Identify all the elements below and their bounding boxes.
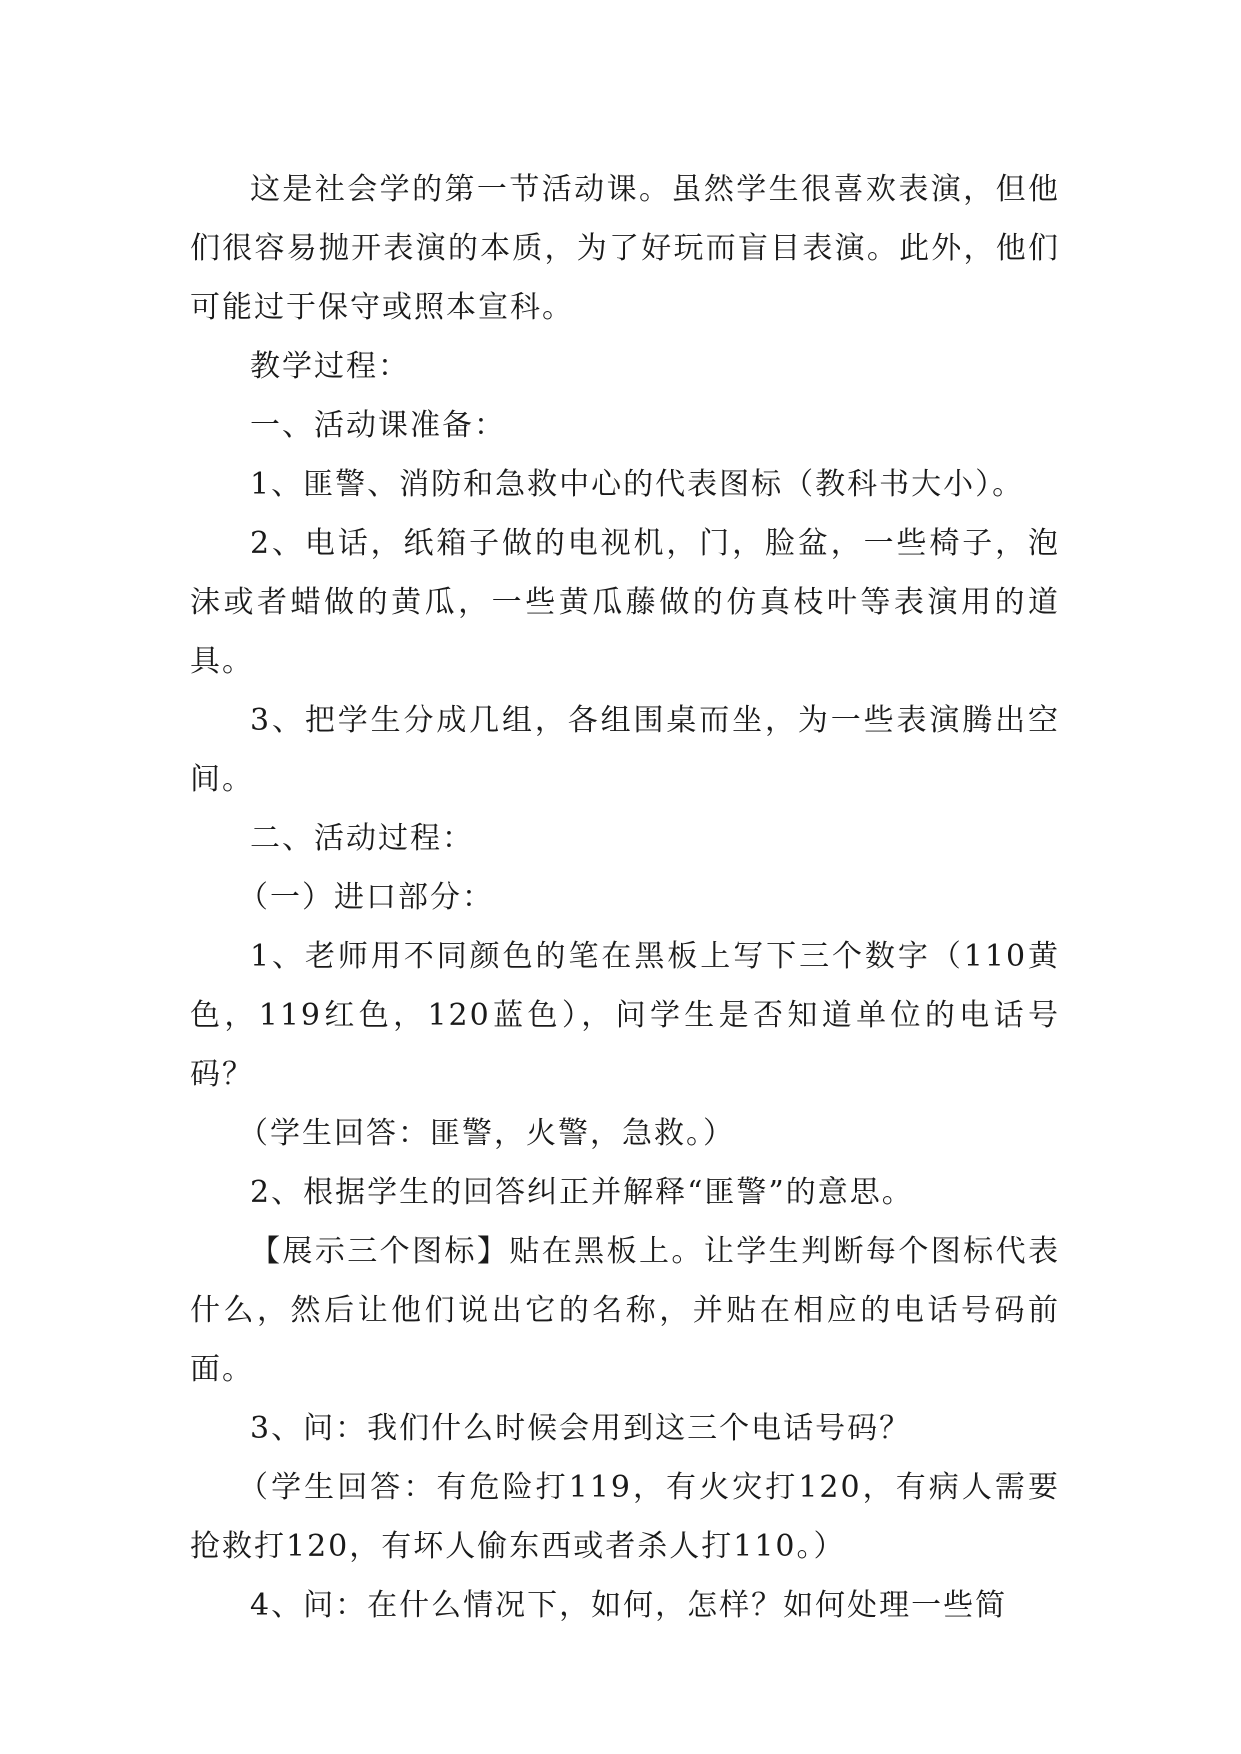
- list-item-process-3: 3、问：我们什么时候会用到这三个电话号码？: [250, 1411, 912, 1446]
- list-item-prep-2: 2、电话，纸箱子做的电视机，门，脸盆，一些椅子，泡沫或者蜡做的黄瓜，一些黄瓜藤做的仿真枝叶等表演用的道具。: [190, 526, 1060, 679]
- heading-intro-part: （一）进口部分：: [238, 880, 494, 915]
- student-answer-1: （学生回答：匪警，火警，急救。）: [238, 1116, 735, 1151]
- heading-preparation: 一、活动课准备：: [250, 408, 506, 443]
- paragraph-intro: 这是社会学的第一节活动课。虽然学生很喜欢表演，但他们很容易抛开表演的本质，为了好玩而盲目表演。此外，他们可能过于保守或照本宣科。: [190, 172, 1060, 325]
- paragraph-show-icons: 【展示三个图标】贴在黑板上。让学生判断每个图标代表什么，然后让他们说出它的名称，并贴在相应的电话号码前面。: [190, 1234, 1060, 1387]
- list-item-prep-1: 1、匪警、消防和急救中心的代表图标（教科书大小）。: [250, 467, 1025, 502]
- heading-activity-process: 二、活动过程：: [250, 821, 474, 856]
- student-answer-2: （学生回答：有危险打119，有火灾打120，有病人需要抢救打120，有坏人偷东西或者杀人打110。）: [190, 1470, 1060, 1564]
- list-item-process-4: 4、问：在什么情况下，如何，怎样？如何处理一些简: [250, 1588, 1008, 1623]
- list-item-prep-3: 3、把学生分成几组，各组围桌而坐，为一些表演腾出空间。: [190, 703, 1060, 797]
- list-item-process-1: 1、老师用不同颜色的笔在黑板上写下三个数字（110黄色，119红色，120蓝色），问学生是否知道单位的电话号码？: [190, 939, 1060, 1092]
- document-body: [190, 160, 1060, 1635]
- heading-teaching-process: 教学过程：: [250, 349, 410, 384]
- list-item-process-2: 2、根据学生的回答纠正并解释“匪警”的意思。: [250, 1175, 914, 1210]
